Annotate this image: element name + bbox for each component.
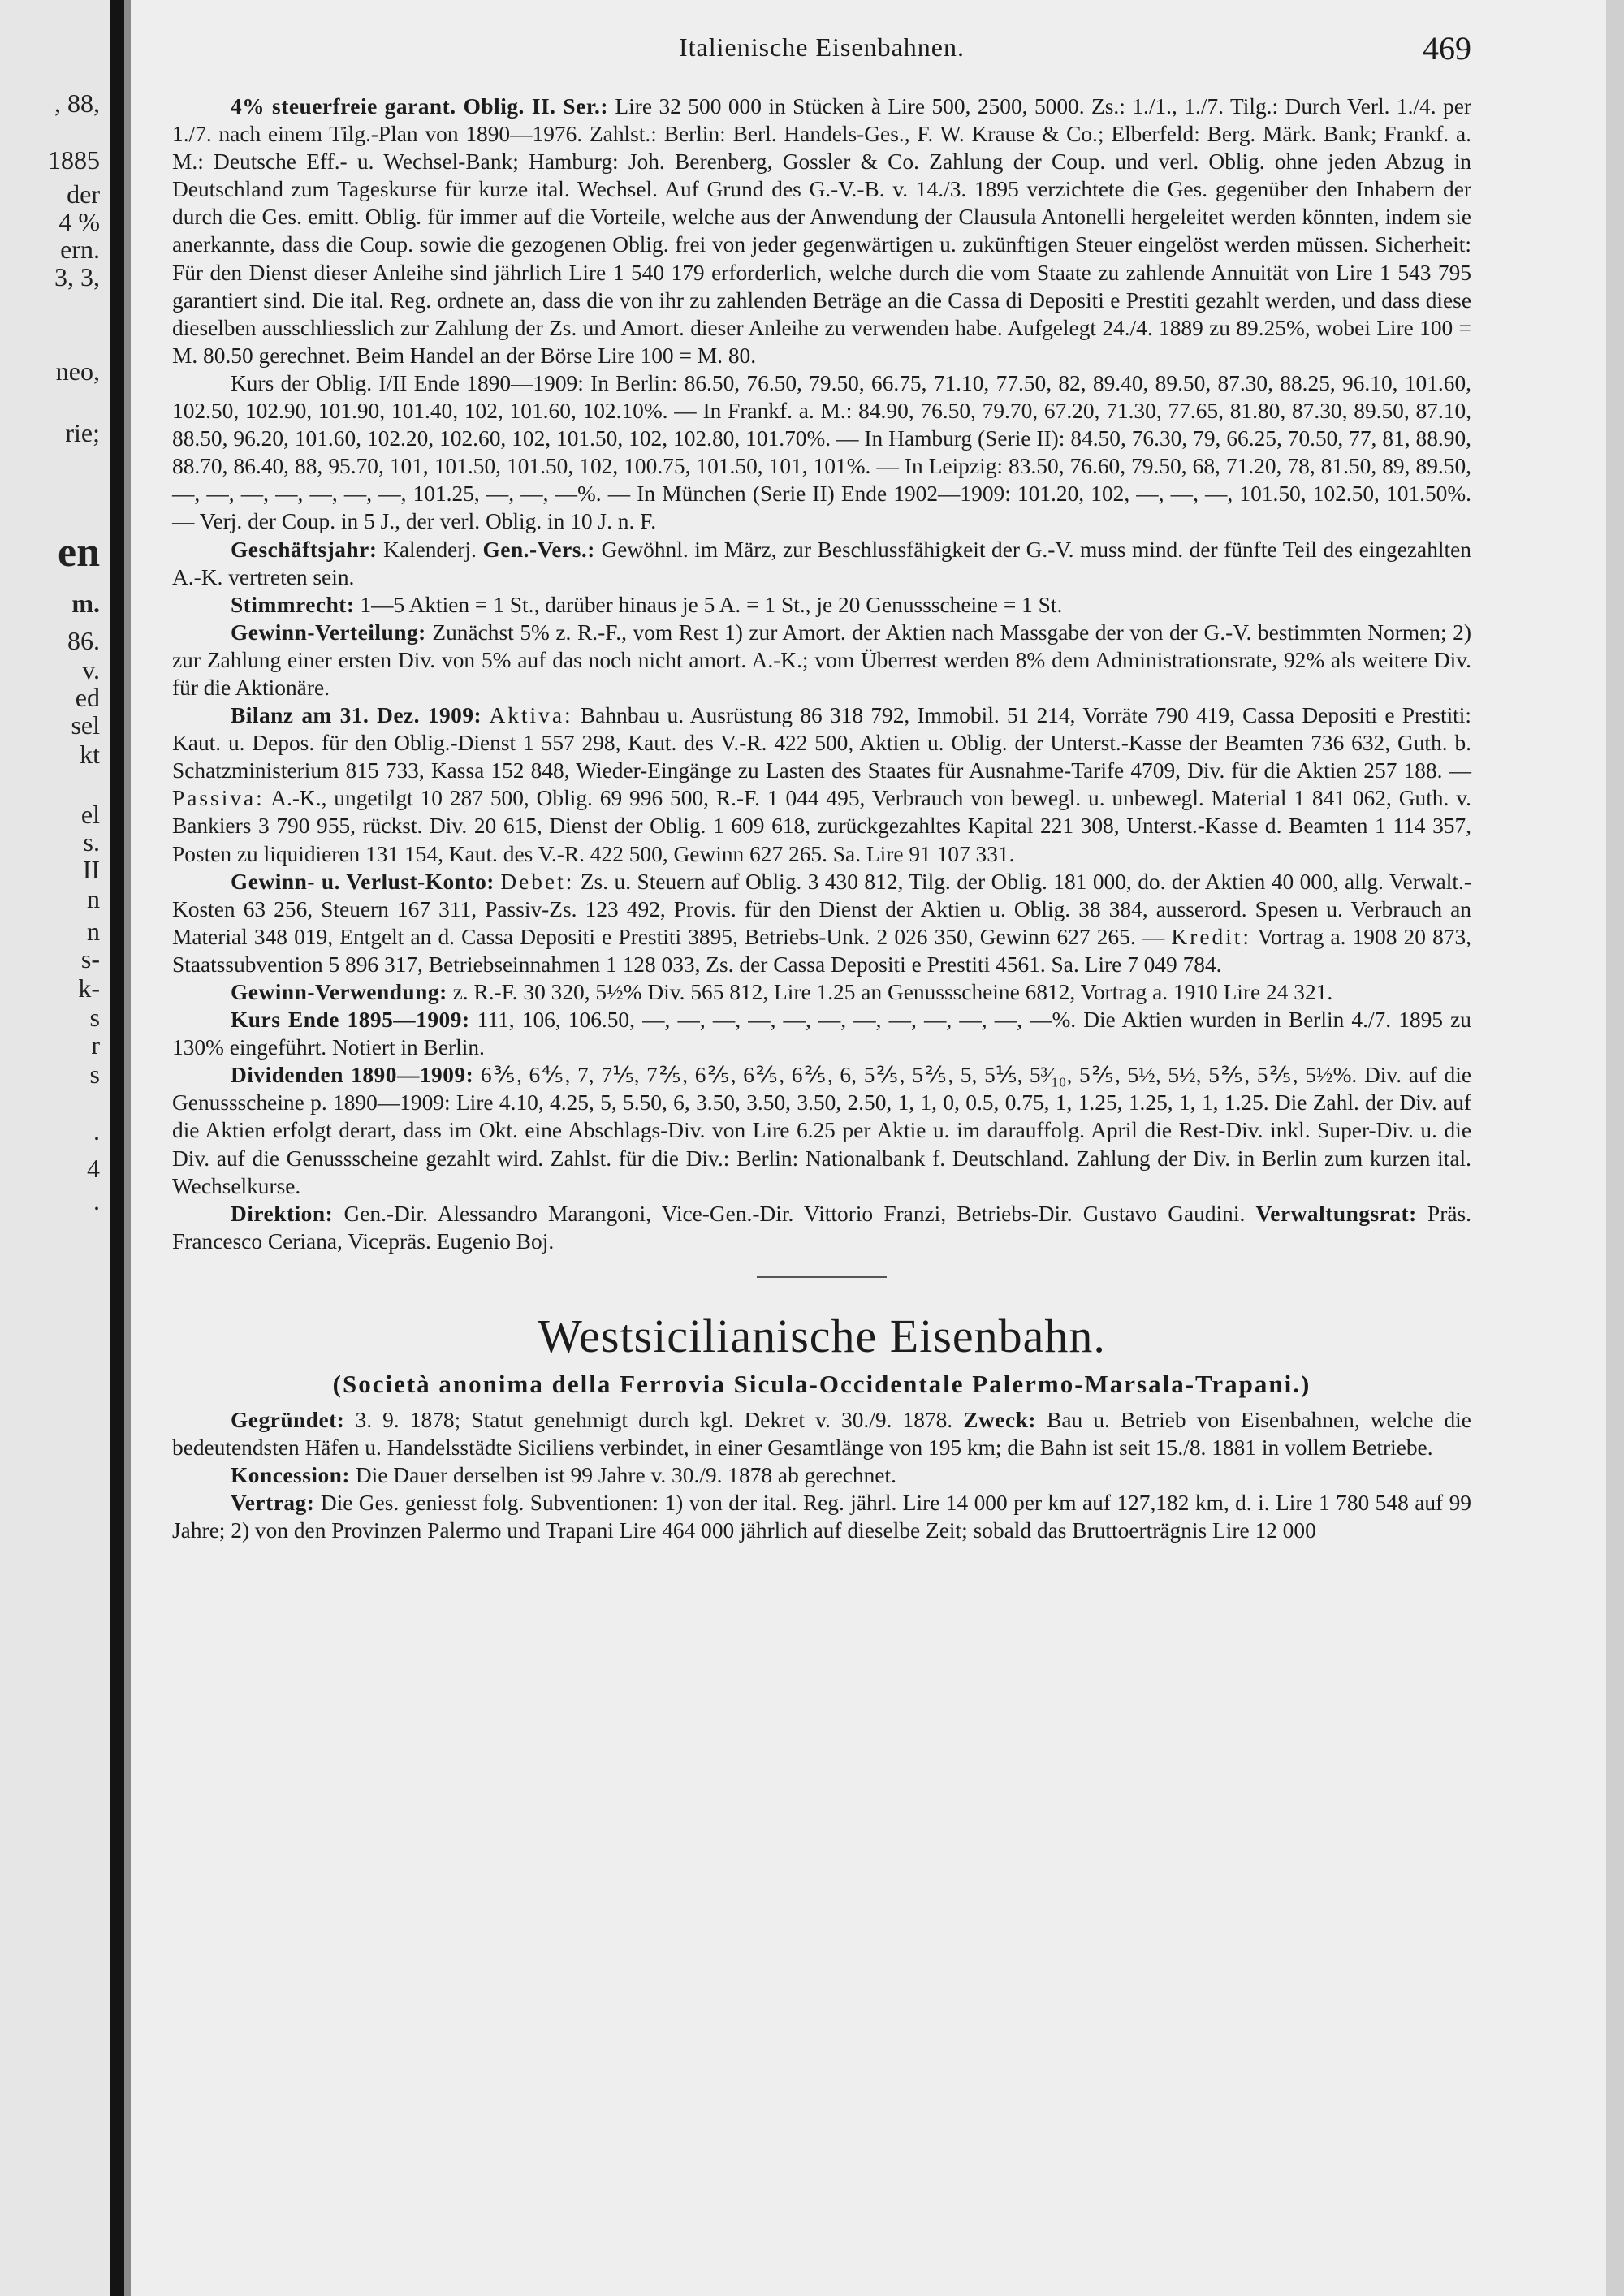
dividends-label: Dividenden 1890—1909: — [231, 1063, 474, 1088]
page-edge — [1606, 0, 1624, 2296]
board-label: Verwaltungsrat: — [1255, 1201, 1417, 1226]
general-meeting-text: Gewöhnl. im März, zur Beschlussfähigkeit der G.-V. muss mind. der fünfte Teil des eingezahlten A.-K. vertreten sein. — [172, 537, 1471, 589]
running-header — [172, 32, 1471, 76]
share-prices-text: 111, 106, 106.50, —, —, —, —, —, —, —, —, —, —, —, —%. Die Aktien wurden in Berlin 4./7. 1895 zu 130% eingeführt. Notiert in Berlin. — [172, 1008, 1471, 1060]
binding-gutter — [110, 0, 124, 2296]
concession-text: Die Dauer derselben ist 99 Jahre v. 30./9. 1878 ab gerechnet. — [355, 1463, 896, 1488]
running-title: Italienische Eisenbahnen. — [679, 32, 965, 62]
prev-fragment: r — [91, 1030, 100, 1060]
prev-fragment: ed — [75, 683, 100, 712]
page — [172, 32, 1471, 2273]
prev-fragment: 1885 — [48, 145, 100, 175]
paragraph-founded — [172, 1406, 1471, 1461]
debet-label: Debet: — [500, 869, 575, 894]
prev-fragment: s- — [80, 944, 100, 973]
debet-text: Zs. u. Steuern auf Oblig. 3 430 812, Tilg. der Oblig. 181 000, do. der Aktien 40 000, allg. Verwalt.-Kosten 63 256, Steuern 167 311, Passiv-Zs. 123 492, Provis. für den Dienst der Aktien u. Oblig. 38 384, ausserord. Spesen u. Verbrauch an Material 348 019, Entgelt an d. Cassa Depositi e Prestiti 3895, Betriebs-Unk. 2 026 350, Gewinn 627 265. — — [172, 869, 1471, 949]
section-divider — [757, 1276, 887, 1278]
kredit-text: Vortrag a. 1908 20 873, Staatssubvention 5 896 317, Betriebseinnahmen 1 128 033, Zs. der Cassa Depositi e Prestiti 4561. Sa. Lire 7 049 784. — [172, 924, 1472, 977]
paragraph-contract — [172, 1489, 1471, 1544]
binding-shadow — [124, 0, 131, 2296]
passiva-text: A.-K., ungetilgt 10 287 500, Oblig. 69 996 500, R.-F. 1 044 495, Verbrauch von bewegl. u. unbewegl. Material 1 841 062, Guth. v. Bankiers 3 790 955, rückst. Div. 20 615, Dienst der Oblig. 1 609 618, zurückgezahltes Kapital 221 308, Unterst.-Kasse d. Beamten 1 114 357, Posten zu liquidieren 131 154, Kaut. des V.-R. 422 500, Gewinn 627 265. Sa. Lire 91 107 331. — [172, 786, 1472, 866]
prev-fragment: . — [93, 1186, 100, 1215]
bond-text: Lire 32 500 000 in Stücken à Lire 500, 2500, 5000. Zs.: 1./1., 1./7. Tilg.: Durch Verl. 1./4. per 1./7. nach einem Tilg.-Plan von 1890—1976. Zahlst.: Berlin: Berl. Handels-Ges., F. W. Krause & Co.; Elberfeld: Berg. Märk. Bank; Frankf. a. M.: Deutsche Eff.- u. Wechsel-Bank; Hamburg: Joh. Berenberg, Gossler & Co. Zahlung der Coup. und verl. Oblig. ohne jeden Abzug in Deutschland zum Tageskurse für kurze ital. Wechsel. Auf Grund des G.-V.-B. v. 14./3. 1895 verzichtete die Ges. gegenüber den Inhabern der durch die Ges. emitt. Oblig. für immer auf die Vorteile, welche aus der Anwendung der Clausula Antonelli hergeleitet werden könnten, indem sie anerkannte, dass die Coup. sowie die gezogenen Oblig. frei von jeder gegenwärtigen u. zukünftigen Steuer eingelöst werden müssen. Sicherheit: Für den Dienst dieser Anleihe sind jährlich Lire 1 540 179 erforderlich, welche durch die vom Staate zu zahlende Annuität von Lire 1 543 795 garantiert sind. Die ital. Reg. ordnete an, dass die von ihr zu zahlenden Beträge an die Cassa di Depositi e Prestiti gezahlt werden, und dass diese dieselben ausschliesslich zur Zahlung der Zs. und Amort. dieser Anleihe zu verwenden habe. Aufgelegt 24./4. 1889 zu 89.25%, wobei Lire 100 = M. 80.50 gerechnet. Beim Handel an der Börse Lire 100 = M. 80. — [172, 94, 1471, 368]
prev-fragment: kt — [80, 740, 100, 769]
paragraph-bond — [172, 93, 1471, 369]
profit-loss-label: Gewinn- u. Verlust-Konto: — [231, 869, 495, 894]
page-number: 469 — [1423, 30, 1471, 67]
prev-fragment: II — [82, 855, 100, 884]
previous-page-column — [0, 0, 110, 2296]
prev-fragment: . — [93, 1116, 100, 1146]
voting-rights-text: 1—5 Aktien = 1 St., darüber hinaus je 5 A. = 1 St., je 20 Genussscheine = 1 St. — [360, 592, 1063, 617]
prev-fragment: el — [80, 800, 100, 829]
prev-fragment: s. — [83, 827, 100, 857]
prev-fragment: k- — [78, 973, 100, 1003]
prev-fragment: der — [67, 179, 100, 209]
aktiva-text: Bahnbau u. Ausrüstung 86 318 792, Immobil. 51 214, Vorräte 790 419, Cassa Depositi e Prestiti: Kaut. u. Depos. für den Oblig.-Dienst 1 557 298, Kaut. des V.-R. 422 500, Aktien u. Oblig. der Unterst.-Kasse der Beamten 736 632, Guth. b. Schatzministerium 815 733, Kassa 152 848, Wieder-Eingänge zu Lasten des Staates für Ausnahme-Tarife 4709, Div. für die Aktien 257 188. — — [172, 703, 1472, 783]
prev-fragment: neo, — [55, 356, 100, 386]
prev-fragment: sel — [71, 710, 100, 740]
purpose-label: Zweck: — [963, 1407, 1036, 1432]
bond-prices-text: Kurs der Oblig. I/II Ende 1890—1909: In Berlin: 86.50, 76.50, 79.50, 66.75, 71.10, 77.50, 82, 89.40, 89.50, 87.30, 88.25, 96.10, 101.60, 102.50, 102.90, 101.90, 101.40, 102, 101.60, 102.10%. — In Frankf. a. M.: 84.90, 76.50, 79.70, 67.20, 71.30, 77.65, 81.80, 87.30, 89.50, 87.10, 88.50, 96.20, 101.60, 102.20, 102.60, 102, 101.50, 102, 102.80, 101.70%. — In Hamburg (Serie II): 84.50, 76.30, 79, 66.25, 70.50, 77, 81, 88.90, 88.70, 86.40, 88, 95.70, 101, 101.50, 101.50, 102, 100.75, 101.50, 101, 101%. — In Leipzig: 83.50, 76.60, 79.50, 68, 71.20, 78, 81.50, 89, 89.50, —, —, —, —, —, —, —, 101.25, —, —, —%. — In München (Serie II) Ende 1902—1909: 101.20, 102, —, —, —, 101.50, 102.50, 101.50%. — Verj. der Coup. in 5 J., der verl. Oblig. in 10 J. n. F. — [172, 370, 1471, 534]
board-text: Präs. Francesco Ceriana, Vicepräs. Eugenio Boj. — [172, 1201, 1471, 1254]
management-text: Gen.-Dir. Alessandro Marangoni, Vice-Gen.-Dir. Vittorio Franzi, Betriebs-Dir. Gustavo Gaudini. — [343, 1201, 1246, 1226]
aktiva-label: Aktiva: — [489, 703, 573, 728]
contract-label: Vertrag: — [231, 1491, 315, 1516]
section-subtitle: (Società anonima della Ferrovia Sicula-Occidentale Palermo-Marsala-Trapani.) — [332, 1369, 1311, 1398]
paragraph-bond-prices — [172, 369, 1471, 536]
founded-label: Gegründet: — [231, 1407, 345, 1432]
founded-text: 3. 9. 1878; Statut genehmigt durch kgl. Dekret v. 30./9. 1878. — [355, 1407, 953, 1432]
voting-rights-label: Stimmrecht: — [231, 592, 355, 617]
bond-label: 4% steuerfreie garant. Oblig. II. Ser.: — [231, 94, 608, 119]
paragraph-share-prices — [172, 1006, 1471, 1061]
share-prices-label: Kurs Ende 1895—1909: — [231, 1008, 470, 1033]
prev-fragment: rie; — [65, 418, 100, 447]
general-meeting-label: Gen.-Vers.: — [482, 537, 595, 562]
prev-fragment: 4 — [87, 1154, 100, 1183]
prev-fragment: 3, 3, — [54, 262, 100, 291]
prev-fragment: , 88, — [54, 88, 100, 118]
concession-label: Koncession: — [231, 1463, 351, 1488]
prev-fragment: 4 % — [58, 207, 100, 236]
paragraph-profit-use — [172, 978, 1471, 1006]
section-title: Westsicilianische Eisenbahn. — [538, 1309, 1106, 1362]
paragraph-concession — [172, 1461, 1471, 1489]
profit-distribution-text: Zunächst 5% z. R.-F., vom Rest 1) zur Amort. der Aktien nach Massgabe der von der G.-V. bestimmten Normen; 2) zur Zahlung einer ersten Div. von 5% auf das noch nicht amort. A.-K.; vom Überrest werden 8% dem Administrationsrate, 92% als weitere Div. für die Aktionäre. — [172, 619, 1471, 700]
paragraph-voting-rights — [172, 591, 1471, 619]
paragraph-balance-sheet — [172, 701, 1471, 868]
dividends-text: 6⅗, 6⅘, 7, 7⅕, 7⅖, 6⅖, 6⅖, 6⅖, 6, 5⅖, 5⅖, 5, 5⅕, 5³⁄₁₀, 5⅖, 5½, 5½, 5⅖, 5⅖, 5½%. Div. auf die Genussscheine p. 1890—1909: Lire 4.10, 4.25, 5, 5.50, 6, 3.50, 3.50, 3.50, 2.50, 1, 1, 0, 0.5, 0.75, 1, 1.25, 1.25, 1, 1, 1.25. Die Zahl. der Div. auf die Aktien erfolgt derart, dass im Okt. eine Abschlags-Div. von Lire 6.25 per Aktie u. im darauffolg. April die Rest-Div. inkl. Super-Div. u. die Div. auf die Genussscheine gezahlt wird. Zahlst. für die Div.: Berlin: Nationalbank f. Deutschland. Zahlung der Div. in Berlin zum kurzen ital. Wechselkurse. — [172, 1063, 1471, 1198]
prev-fragment: n — [87, 917, 100, 946]
paragraph-management — [172, 1200, 1471, 1255]
balance-sheet-label: Bilanz am 31. Dez. 1909: — [231, 703, 482, 728]
paragraph-dividends — [172, 1061, 1471, 1199]
profit-use-label: Gewinn-Verwendung: — [231, 980, 447, 1004]
prev-fragment: v. — [82, 655, 100, 684]
article-italienische-eisenbahnen — [172, 93, 1471, 1255]
business-year-label: Geschäftsjahr: — [231, 537, 378, 562]
article-westsicilianische-eisenbahn — [172, 1406, 1471, 1544]
prev-fragment: m. — [71, 589, 100, 618]
prev-fragment: ern. — [60, 235, 100, 264]
management-label: Direktion: — [231, 1201, 334, 1226]
passiva-label: Passiva: — [172, 786, 265, 811]
profit-distribution-label: Gewinn-Verteilung: — [231, 619, 426, 645]
prev-fragment: en — [58, 529, 100, 576]
paragraph-profit-loss — [172, 868, 1471, 978]
prev-fragment: n — [87, 884, 100, 913]
kredit-label: Kredit: — [1171, 924, 1252, 949]
prev-fragment: s — [89, 1060, 100, 1089]
business-year-text: Kalenderj. — [383, 537, 477, 562]
purpose-text: Bau u. Betrieb von Eisenbahnen, welche die bedeutendsten Häfen u. Handelsstädte Siciliens verbindet, in einer Gesamtlänge von 195 km; die Bahn ist seit 15./8. 1881 in vollem Betriebe. — [172, 1407, 1471, 1461]
paragraph-business-year — [172, 536, 1471, 591]
paragraph-profit-distribution — [172, 619, 1471, 701]
profit-use-text: z. R.-F. 30 320, 5½% Div. 565 812, Lire 1.25 an Genussscheine 6812, Vortrag a. 1910 Lire 24 321. — [452, 980, 1333, 1004]
prev-fragment: 86. — [67, 626, 100, 655]
prev-fragment: s — [89, 1003, 100, 1032]
contract-text: Die Ges. geniesst folg. Subventionen: 1) von der ital. Reg. jährl. Lire 14 000 per km auf 127,182 km, d. i. Lire 1 780 548 auf 99 Jahre; 2) von den Provinzen Palermo und Trapani Lire 464 000 jährlich auf dieselbe Zeit; sobald das Bruttoerträgnis Lire 12 000 — [172, 1491, 1471, 1543]
